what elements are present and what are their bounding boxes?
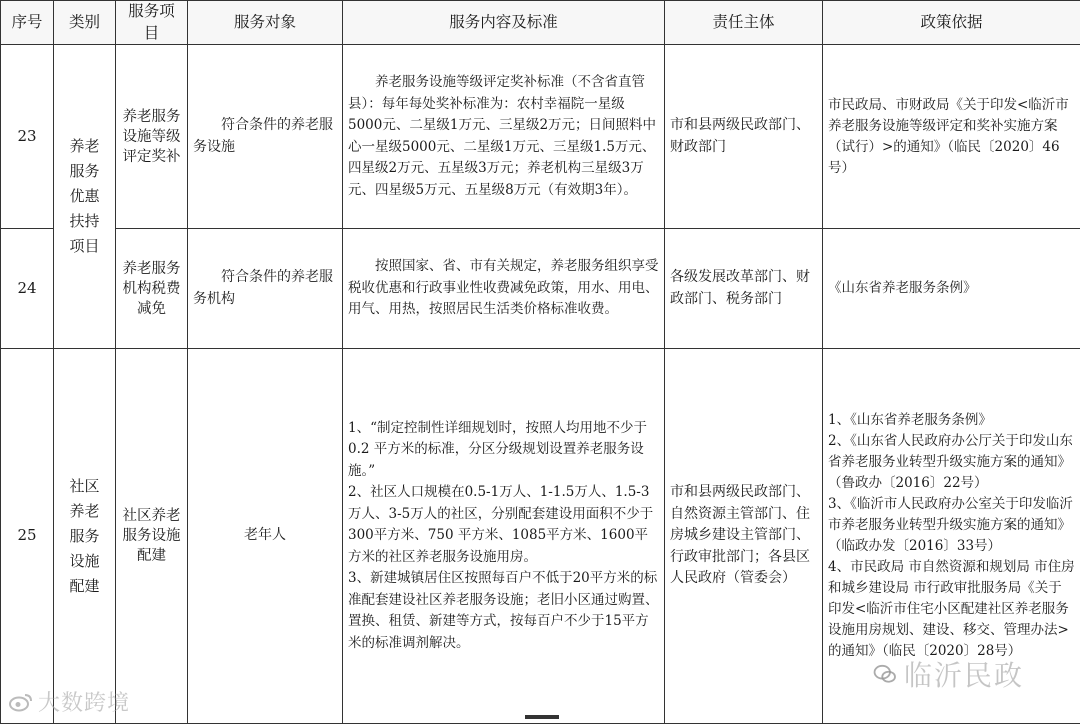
category-cell: 社区养老服务设施配建 (54, 349, 116, 724)
responsible-party: 各级发展改革部门、财政部门、税务部门 (665, 229, 823, 349)
content-item: 1、“制定控制性详细规划时，按照人均用地不少于0.2 平方米的标准，分区分级规划设置养老服务设施。” (348, 418, 659, 483)
service-item: 养老服务设施等级评定奖补 (116, 45, 188, 229)
row-number: 25 (1, 349, 54, 724)
watermark-right (872, 654, 1024, 694)
weibo-icon (8, 692, 34, 712)
col-header-responsible: 责任主体 (665, 1, 823, 45)
basis-item: 2、《山东省人民政府办公厅关于印发山东省养老服务业转型升级实施方案的通知》（鲁政办〔2016〕22号） (828, 431, 1075, 494)
col-header-basis: 政策依据 (823, 1, 1080, 45)
responsible-party: 市和县两级民政部门、自然资源主管部门、住房城乡建设主管部门、行政审批部门；各县区人民政府（管委会） (665, 349, 823, 724)
service-target: 符合条件的养老服务设施 (188, 45, 343, 229)
basis-item: 4、市民政局 市自然资源和规划局 市住房和城乡建设局 市行政审批服务局《关于印发<临沂市住宅小区配建社区养老服务设施用房规划、建设、移交、管理办法>的通知》（临民〔2020〕28号） (828, 557, 1075, 662)
header-row (1, 1, 1080, 45)
service-target: 老年人 (188, 349, 343, 724)
col-header-category: 类别 (54, 1, 116, 45)
content-item: 2、社区人口规模在0.5-1万人、1-1.5万人、1.5-3 万人、3-5万人的社区，分别配套建设用面积不少于300平方米、750 平方米、1085平方米、1600平方米的社区养老服务设施用房。 (348, 482, 659, 568)
wechat-icon (872, 664, 898, 684)
table-row (1, 229, 1080, 349)
service-content: 养老服务设施等级评定奖补标准（不含省直管县）：每年每处奖补标准为：农村幸福院一星级5000元、二星级1万元、三星级2万元；日间照料中心一星级5000元、二星级1万元、三星级1.5万元、四星级2万元、五星级3万元；养老机构三星级3万元、四星级5万元、五星级8万元（有效期3年）。 (343, 45, 665, 229)
content-item: 3、新建城镇居住区按照每百户不低于20平方米的标准配套建设社区养老服务设施；老旧小区通过购置、置换、租赁、新建等方式，按每百户不少于15平方米的标准调剂解决。 (348, 568, 659, 654)
watermark-left (8, 686, 130, 717)
basis-item: 1、《山东省养老服务条例》 (828, 410, 1075, 431)
service-item: 养老服务机构税费减免 (116, 229, 188, 349)
policy-basis: 市民政局、市财政局《关于印发<临沂市养老服务设施等级评定和奖补实施方案（试行）>的通知》（临民〔2020〕46号） (823, 45, 1080, 229)
col-header-service-item: 服务项目 (116, 1, 188, 45)
policy-basis: 《山东省养老服务条例》 (823, 229, 1080, 349)
row-number: 23 (1, 45, 54, 229)
service-content (343, 349, 665, 724)
basis-item: 3、《临沂市人民政府办公室关于印发临沂市养老服务业转型升级实施方案的通知》（临政办发〔2016〕33号） (828, 494, 1075, 557)
col-header-index: 序号 (1, 1, 54, 45)
responsible-party: 市和县两级民政部门、财政部门 (665, 45, 823, 229)
col-header-content: 服务内容及标准 (343, 1, 665, 45)
service-content: 按照国家、省、市有关规定，养老服务组织享受税收优惠和行政事业性收费减免政策，用水、用电、用气、用热，按照居民生活类价格标准收费。 (343, 229, 665, 349)
service-target: 符合条件的养老服务机构 (188, 229, 343, 349)
table-row (1, 45, 1080, 229)
watermark-right-text: 临沂民政 (904, 654, 1024, 694)
service-item: 社区养老服务设施配建 (116, 349, 188, 724)
watermark-left-text: 大数跨境 (38, 686, 130, 717)
row-number: 24 (1, 229, 54, 349)
col-header-service-target: 服务对象 (188, 1, 343, 45)
page-edge-mark (525, 715, 559, 719)
category-cell: 养老服务优惠扶持项目 (54, 45, 116, 349)
